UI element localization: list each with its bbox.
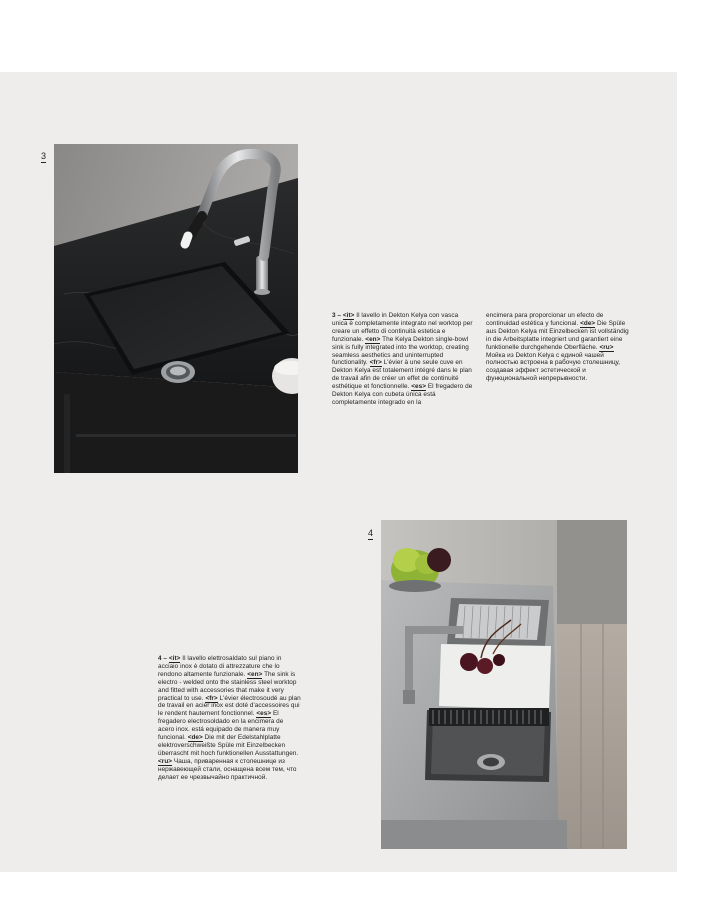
language-tag-ru: <ru> [599,343,614,351]
language-tag-it: <it> [342,312,355,319]
language-tag-fr: <fr> [369,359,382,367]
language-tag-ru: <ru> [158,757,173,765]
language-tag-es: <es> [256,710,272,718]
caption-figure-3-col-2: encimera para proporcionar un efecto de continuidad estética y funcional. <de> Die Spüle aus Dekton Kelya mit Einzelbecken ist vollständig in die Arbeitsplatte integriert und garantiert eine funktionelle durchgehende Oberfläche. <ru> Мойка из Dekton Kelya с единой чашей полностью встроена в рабочую столешницу, создавая эффект эстетической и функциональной непрерывности. [486,312,629,383]
caption-figure-3-col-1: 3 – <it> Il lavello in Dekton Kelya con vasca unica è completamente integrato nel worktop per creare un effetto di continuità estetica e funzionale. <en> The Kelya Dekton single-bowl sink is fully integrated into the worktop, creating seamless aesthetics and uninterrupted functionality. <fr> L'évier à une seule cuve en Dekton Kelya est totalement intégré dans le plan de travail afin de créer un effet de continuité esthétique et fonctionnelle. <es> El fregadero de Dekton Kelya con cubeta única está completamente integrado en la [332,312,473,406]
language-tag-fr: <fr> [205,694,218,702]
caption-figure-4: 4 – <it> Il lavello elettrosaldato sul piano in acciaio inox è dotato di attrezzature che lo rendono altamente funzionale. <en> The sink is electro - welded onto the stainless steel worktop and fitted with accessories that make it very practical to use. <fr> L'évier électrosoudé au plan de travail en acier inox est doté d'accessoires qui le rendent hautement fonctionnel. <es> El fregadero electrosoldado en la encimera de acero inox. está equipado de manera muy funcional. <de> Die mit der Edelstahlplatte elektroverschweißte Spüle mit Einzelbecken überrascht mit hoch funktionellen Ausstattungen. <ru> Чаша, приваренная к столешнице из нержавеющей стали, оснащена всем тем, что делает ее чрезвычайно практичной. [158,655,301,781]
language-tag-de: <de> [580,319,596,327]
steel-sink-photo [381,520,627,849]
figure-number-3: 3 [41,151,47,161]
language-tag-es: <es> [411,383,427,391]
black-sink-photo [54,144,298,473]
language-tag-de: <de> [187,734,203,742]
figure-number-4: 4 [368,528,374,538]
language-tag-en: <en> [365,335,381,343]
language-tag-it: <it> [168,655,181,662]
language-tag-en: <en> [247,670,263,678]
